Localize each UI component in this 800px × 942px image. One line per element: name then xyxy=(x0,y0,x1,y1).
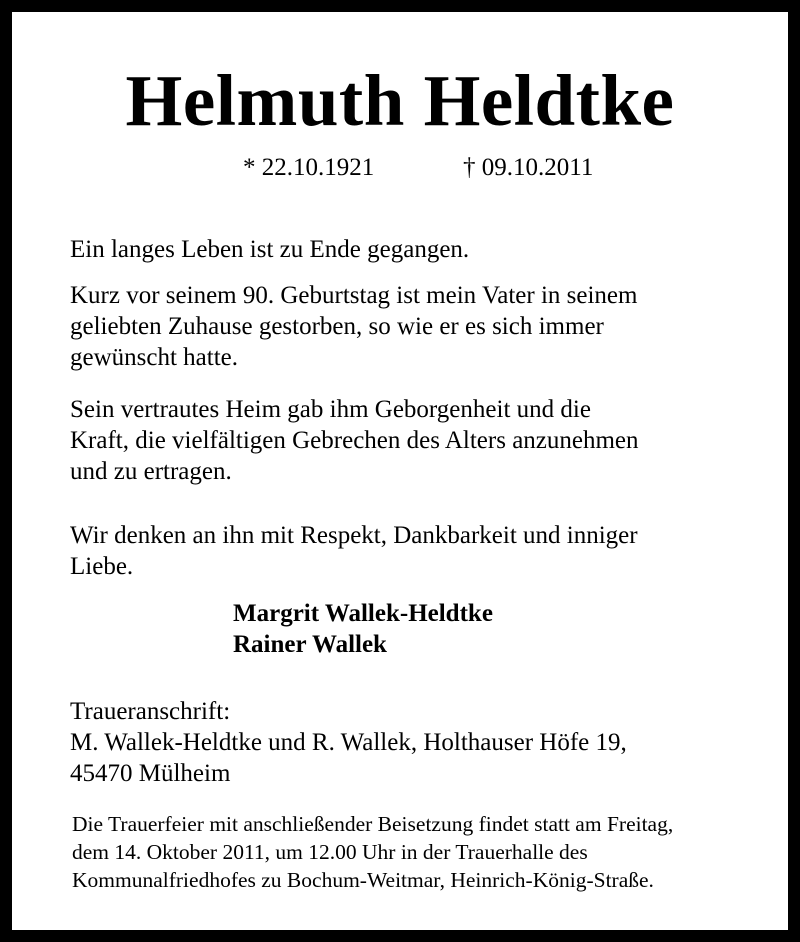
paragraph-line: Kurz vor seinem 90. Geburtstag ist mein Vater in seinem xyxy=(70,282,638,309)
paragraph-line: Sein vertrautes Heim gab ihm Geborgenheit und die xyxy=(70,396,591,423)
funeral-line: Die Trauerfeier mit anschließender Beisetzung findet statt am Freitag, xyxy=(72,812,674,836)
deceased-name: Helmuth Heldtke xyxy=(125,60,675,141)
funeral-line: dem 14. Oktober 2011, um 12.00 Uhr in der Trauerhalle des xyxy=(72,840,588,864)
paragraph-2 xyxy=(70,280,637,373)
paragraph-line: gewünscht hatte. xyxy=(70,344,239,371)
paragraph-line: geliebten Zuhause gestorben, so wie er es sich immer xyxy=(70,313,604,340)
address-line: 45470 Mülheim xyxy=(70,760,231,787)
paragraph-line: Liebe. xyxy=(70,553,134,580)
signer-name: Margrit Wallek-Heldtke xyxy=(233,600,493,627)
birth-date: * 22.10.1921 xyxy=(243,154,375,181)
paragraph-1 xyxy=(70,234,469,265)
paragraph-line: Wir denken an ihn mit Respekt, Dankbarkeit und inniger xyxy=(70,522,638,549)
paragraph-line: Kraft, die vielfältigen Gebrechen des Alters anzunehmen xyxy=(70,427,639,454)
mourning-address xyxy=(70,696,627,789)
paragraph-line: Ein langes Leben ist zu Ende gegangen. xyxy=(70,236,470,263)
address-line: M. Wallek-Heldtke und R. Wallek, Holthauser Höfe 19, xyxy=(70,729,627,756)
paragraph-line: und zu ertragen. xyxy=(70,458,232,485)
paragraph-4 xyxy=(70,520,638,582)
paragraph-3 xyxy=(70,394,639,487)
signer-name: Rainer Wallek xyxy=(233,631,387,658)
signers xyxy=(233,598,493,660)
death-date: † 09.10.2011 xyxy=(463,154,594,181)
funeral-line: Kommunalfriedhofes zu Bochum-Weitmar, Heinrich-König-Straße. xyxy=(72,868,654,892)
address-label: Traueranschrift: xyxy=(70,698,231,725)
funeral-info xyxy=(72,810,673,894)
